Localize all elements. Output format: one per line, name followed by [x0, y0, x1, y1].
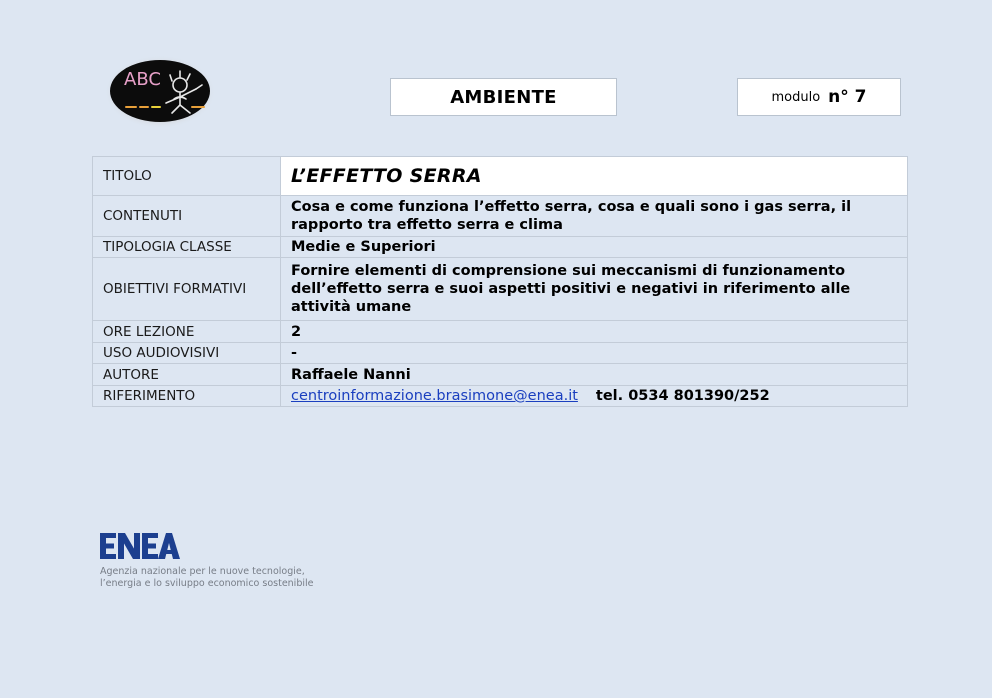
table-row-obiettivi [93, 258, 908, 321]
row-label: ORE LEZIONE [93, 321, 281, 343]
row-label: TITOLO [93, 157, 281, 196]
module-title: AMBIENTE [450, 86, 557, 108]
row-label: CONTENUTI [93, 196, 281, 237]
row-value-riferimento [281, 386, 908, 407]
abc-logo [104, 55, 216, 129]
abc-logo-letters: ABC [124, 69, 161, 90]
row-value-audiovisivi: - [281, 343, 908, 364]
enea-logo [100, 531, 182, 561]
table-row-autore [93, 364, 908, 386]
abc-logo-graphic [104, 55, 216, 129]
email-link[interactable]: centroinformazione.brasimone@enea.it [291, 388, 578, 404]
enea-tagline [100, 566, 313, 590]
table-row-titolo [93, 157, 908, 196]
row-label: RIFERIMENTO [93, 386, 281, 407]
modulo-box [737, 78, 901, 116]
table-row-ore [93, 321, 908, 343]
phone-number: tel. 0534 801390/252 [595, 388, 770, 404]
row-value-titolo: L’EFFETTO SERRA [281, 157, 908, 196]
module-info-table [92, 156, 908, 407]
modulo-number: n° 7 [828, 87, 867, 107]
row-value-ore: 2 [281, 321, 908, 343]
modulo-label: modulo [771, 89, 821, 105]
table-row-riferimento [93, 386, 908, 407]
table-row-contenuti [93, 196, 908, 237]
table-row-audiovisivi [93, 343, 908, 364]
tagline-line-1: Agenzia nazionale per le nuove tecnologie, [100, 566, 305, 577]
module-title-box [390, 78, 617, 116]
row-value-obiettivi: Fornire elementi di comprensione sui meccanismi di funzionamento dell’effetto serra e suoi aspetti positivi e negativi in riferimento alle attività umane [281, 258, 908, 321]
row-value-autore: Raffaele Nanni [281, 364, 908, 386]
row-value-contenuti: Cosa e come funziona l’effetto serra, cosa e quali sono i gas serra, il rapporto tra effetto serra e clima [281, 196, 908, 237]
table-row-tipologia [93, 237, 908, 258]
enea-logo-graphic [100, 531, 182, 561]
row-label: TIPOLOGIA CLASSE [93, 237, 281, 258]
row-label: AUTORE [93, 364, 281, 386]
row-value-tipologia: Medie e Superiori [281, 237, 908, 258]
tagline-line-2: l’energia e lo sviluppo economico sostenibile [100, 578, 314, 589]
row-label: OBIETTIVI FORMATIVI [93, 258, 281, 321]
row-label: USO AUDIOVISIVI [93, 343, 281, 364]
